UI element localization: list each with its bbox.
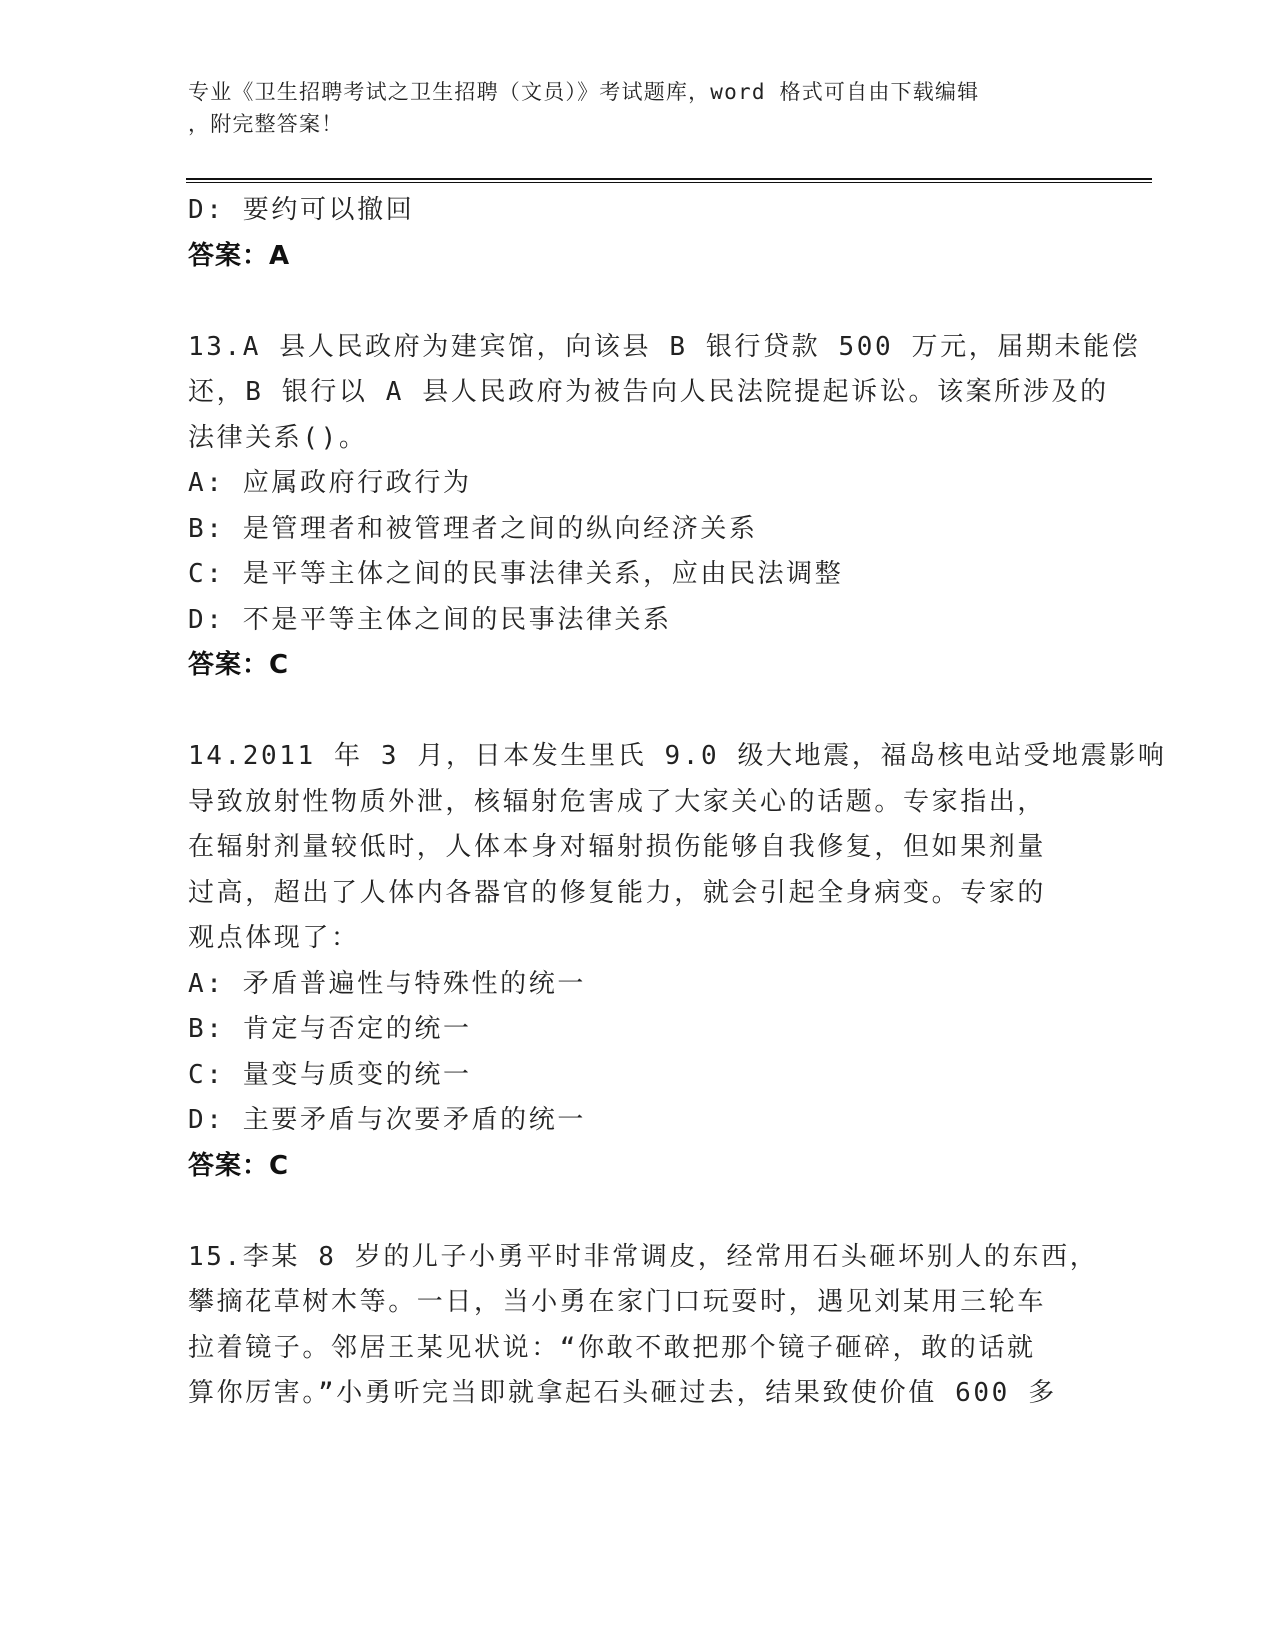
question-stem-line: 观点体现了： <box>188 923 360 953</box>
question-stem-line: 算你厉害。”小勇听完当即就拿起石头砸过去，结果致使价值 600 多 <box>188 1378 1057 1408</box>
option-c: C: 量变与质变的统一 <box>188 1059 472 1090</box>
question-stem-line: 法律关系()。 <box>188 422 368 453</box>
option-d: D: 主要矛盾与次要矛盾的统一 <box>188 1105 586 1135</box>
document-body <box>188 188 1167 1417</box>
question-13 <box>188 325 1141 689</box>
option-c: C: 是平等主体之间的民事法律关系，应由民法调整 <box>188 559 844 589</box>
header-divider-thin <box>186 182 1152 183</box>
question-stem-line: 拉着镜子。邻居王某见状说：“你敢不敢把那个镜子砸碎，敢的话就 <box>188 1332 1036 1363</box>
option-b: B: 是管理者和被管理者之间的纵向经济关系 <box>188 513 758 544</box>
question-stem-line: 还，B 银行以 A 县人民政府为被告向人民法院提起诉讼。该案所涉及的 <box>188 377 1109 407</box>
question-stem-line: 在辐射剂量较低时，人体本身对辐射损伤能够自我修复，但如果剂量 <box>188 832 1047 862</box>
option-b: B: 肯定与否定的统一 <box>188 1014 472 1044</box>
question-14 <box>188 734 1167 1189</box>
spacer <box>188 279 1088 325</box>
answer-label: 答案：A <box>188 240 291 271</box>
option-d: D: 不是平等主体之间的民事法律关系 <box>188 604 672 635</box>
header-line-1: 专业《卫生招聘考试之卫生招聘（文员）》考试题库，word 格式可自由下载编辑 <box>188 80 980 104</box>
question-stem-line: 14.2011 年 3 月，日本发生里氏 9.0 级大地震，福岛核电站受地震影响 <box>188 741 1167 771</box>
header-divider-thick <box>186 178 1152 180</box>
option-a: A: 应属政府行政行为 <box>188 468 472 498</box>
answer-label: 答案：C <box>188 650 290 680</box>
spacer <box>188 689 1088 735</box>
header-line-2: ，附完整答案！ <box>188 112 344 136</box>
option-d: D: 要约可以撤回 <box>188 195 415 225</box>
question-stem-line: 导致放射性物质外泄，核辐射危害成了大家关心的话题。专家指出， <box>188 786 1047 817</box>
question-stem-line: 13.A 县人民政府为建宾馆，向该县 B 银行贷款 500 万元，届期未能偿 <box>188 331 1141 362</box>
question-15 <box>188 1235 1099 1417</box>
option-a: A: 矛盾普遍性与特殊性的统一 <box>188 968 586 999</box>
question-stem-line: 过高，超出了人体内各器官的修复能力，就会引起全身病变。专家的 <box>188 877 1047 908</box>
document-header <box>188 76 1068 140</box>
question-stem-line: 15.李某 8 岁的儿子小勇平时非常调皮，经常用石头砸坏别人的东西， <box>188 1241 1099 1272</box>
answer-label: 答案：C <box>188 1150 290 1181</box>
question-stem-line: 攀摘花草树木等。一日，当小勇在家门口玩耍时，遇见刘某用三轮车 <box>188 1287 1047 1317</box>
spacer <box>188 1189 1088 1235</box>
